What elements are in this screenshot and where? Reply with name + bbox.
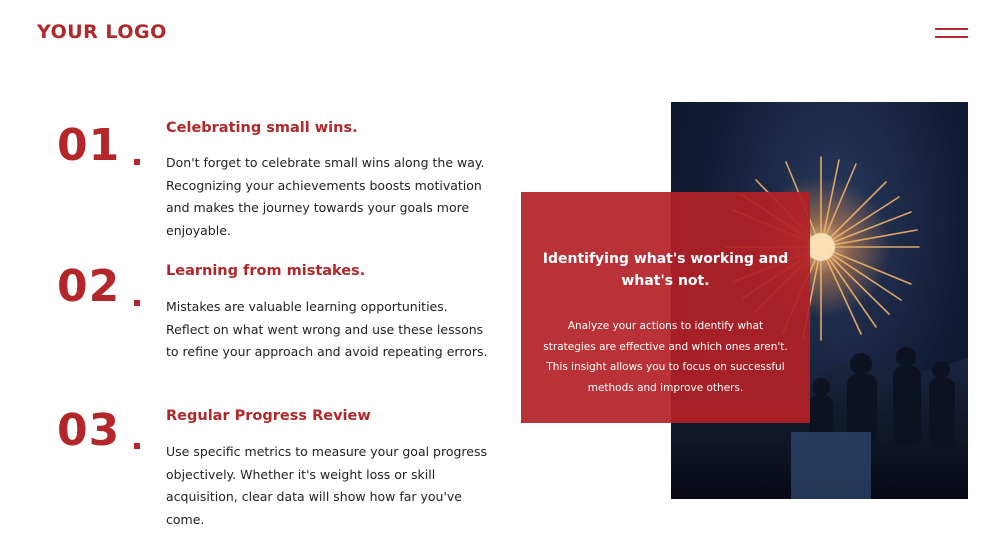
bullet-dot: [134, 443, 140, 449]
item-title: Regular Progress Review: [166, 408, 371, 424]
item-number: 02: [57, 261, 121, 312]
hamburger-menu-icon[interactable]: [935, 27, 968, 39]
item-title: Celebrating small wins.: [166, 120, 358, 136]
menu-line: [935, 36, 968, 38]
card-body: Analyze your actions to identify what strategies are effective and which ones aren't. This insight allows you to focus on successful methods and improve others.: [543, 320, 788, 394]
item-title: Learning from mistakes.: [166, 263, 366, 279]
bullet-dot: [134, 159, 140, 165]
item-body: Mistakes are valuable learning opportunities. Reflect on what went wrong and use these lessons to refine your approach and avoid repeating errors.: [166, 299, 488, 359]
menu-line: [935, 28, 968, 30]
item-number: 01: [57, 120, 121, 171]
card-title: Identifying what's working and what's not.: [542, 251, 789, 289]
logo[interactable]: YOUR LOGO: [37, 21, 167, 43]
item-number: 03: [57, 405, 121, 456]
highlight-card: [521, 192, 810, 423]
item-body: Don't forget to celebrate small wins along the way. Recognizing your achievements boosts motivation and makes the journey towards your goals more enjoyable.: [166, 155, 485, 238]
item-body: Use specific metrics to measure your goal progress objectively. Whether it's weight loss or skill acquisition, clear data will show how far you've come.: [166, 444, 488, 527]
bullet-dot: [134, 300, 140, 306]
